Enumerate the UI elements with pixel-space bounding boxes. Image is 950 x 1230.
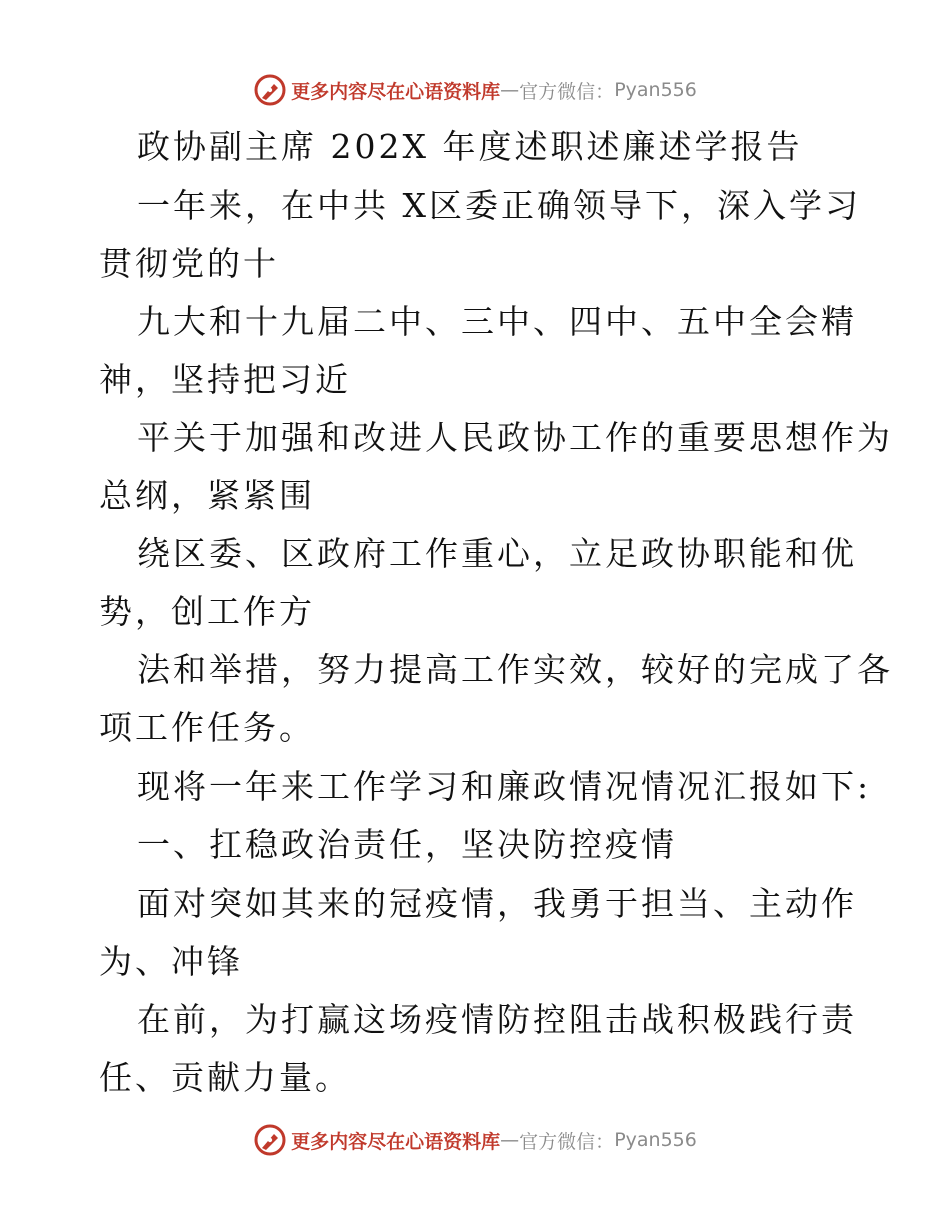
paragraph-line: 神，坚持把习近 [99,360,351,399]
section-heading: 一、扛稳政治责任，坚决防控疫情 [137,825,677,864]
paragraph-line: 项工作任务。 [99,708,315,747]
paragraph-line: 绕区委、区政府工作重心，立足政协职能和优 [137,534,857,573]
watermark-label: 官方微信： [519,1130,615,1153]
watermark-separator: — [500,1129,520,1151]
paragraph-line: 平关于加强和改进人民政协工作的重要思想作为 [137,418,893,457]
paragraph-line: 法和举措，努力提高工作实效，较好的完成了各 [137,650,893,689]
pen-nib-logo-icon [253,1123,287,1157]
paragraph-line: 面对突如其来的冠疫情，我勇于担当、主动作 [137,884,857,923]
watermark-label: 官方微信： [519,80,615,103]
header-watermark [0,70,950,110]
paragraph-line: 一年来，在中共 X区委正确领导下，深入学习 [137,186,861,225]
watermark-brand: 更多内容尽在心语资料库 [291,80,501,103]
paragraph-line: 总纲，紧紧围 [99,476,315,515]
footer-watermark [0,1120,950,1160]
paragraph-line: 贯彻党的十 [99,244,279,283]
paragraph-line: 在前，为打赢这场疫情防控阻击战积极践行责 [137,1000,857,1039]
watermark-account: Pyan556 [614,1129,697,1151]
watermark-account: Pyan556 [614,79,697,101]
paragraph-line: 势，创工作方 [99,592,315,631]
paragraph-line: 为、冲锋 [99,942,243,981]
paragraph-line: 现将一年来工作学习和廉政情况情况汇报如下: [137,767,872,806]
watermark-separator: — [500,79,520,101]
pen-nib-logo-icon [253,73,287,107]
paragraph-line: 九大和十九届二中、三中、四中、五中全会精 [137,302,857,341]
watermark-brand: 更多内容尽在心语资料库 [291,1130,501,1153]
paragraph-line: 任、贡献力量。 [99,1058,351,1097]
document-title: 政协副主席 202X 年度述职述廉述学报告 [137,127,803,166]
